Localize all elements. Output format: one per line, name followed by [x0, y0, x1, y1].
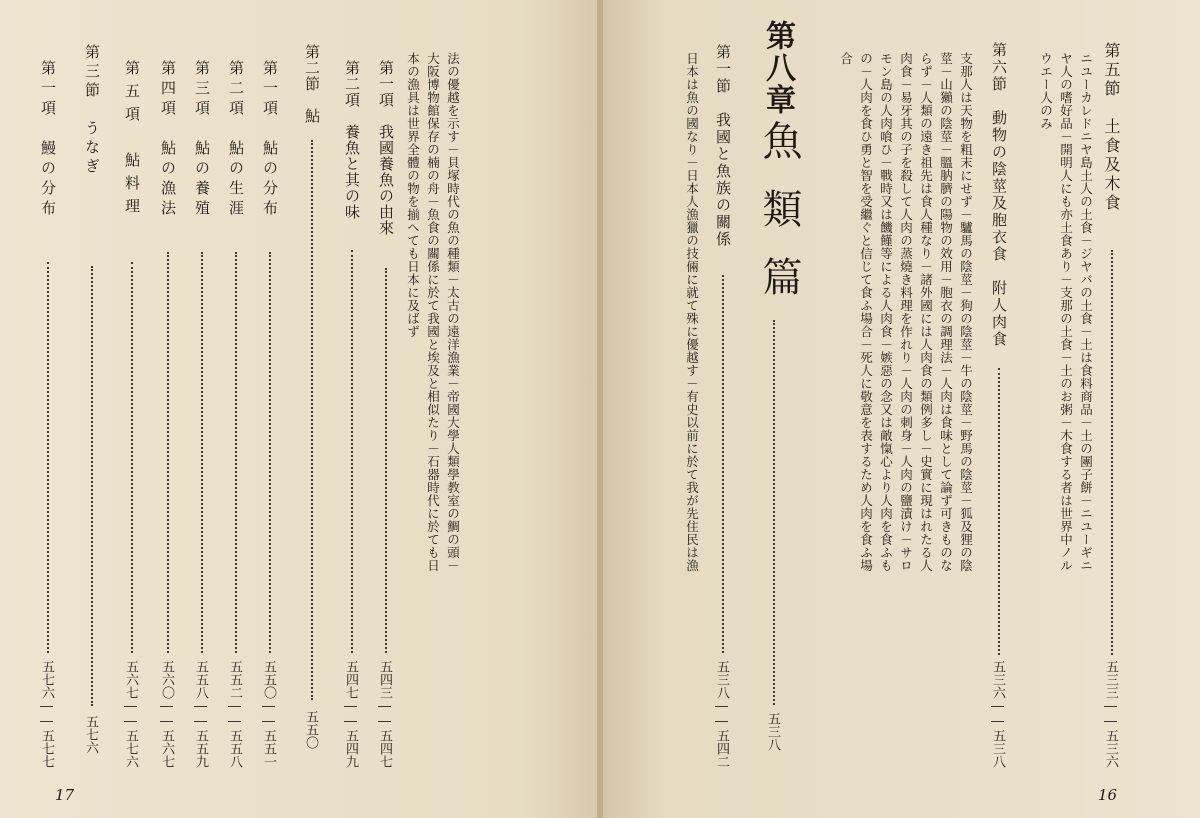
- toc-entry-label: 第五項 鮎料理: [123, 60, 141, 221]
- leader-dots: [998, 368, 1000, 655]
- leader-dots: [201, 252, 203, 653]
- description-line: らず－人類の遠き祖先は食人種なり－諸外國には人肉食の類例多し－史實に現はれたる人: [918, 52, 934, 572]
- description-line: 支那人は天物を粗末にせず－驢馬の陰莖－狗の陰莖－牛の陰莖－野馬の陰莖－狐及狸の陰: [958, 52, 974, 572]
- toc-entry-label: 第二項 養魚と其の味: [343, 60, 361, 220]
- toc-entry-pages: 五六〇――五六七: [159, 660, 174, 768]
- leader-dots: [91, 266, 93, 706]
- leader-dots: [47, 262, 49, 653]
- chapter-heading: 第八章: [760, 20, 795, 116]
- toc-entry-label: 第二項 鮎の生涯: [227, 60, 245, 220]
- toc-entry-pages: 五七六: [83, 715, 98, 754]
- section-heading: 第二節 鮎: [303, 44, 321, 124]
- description-line: ニユーカレドニヤ島土人の土食－ジヤバの土食－土は食料商品－土の團子餅－ニユーギニ: [1078, 52, 1094, 572]
- description-line: ヤ人の嗜好品－開明人にも亦土食あり－支那の土食－土のお粥－木食する者は世界中ノル: [1058, 52, 1074, 572]
- intro-line: 大阪博物館保存の楠の舟－魚食の關係に於て我國と埃及と相似たり－石器時代に於ても日: [425, 52, 441, 572]
- chapter-title: 魚類篇: [756, 120, 802, 324]
- description-line: 日本は魚の國なり－日本人漁獵の技倆に就て殊に優越す－有史以前に於て我が先住民は漁: [684, 52, 700, 572]
- section-heading: 第五節 土食及木食: [1102, 42, 1121, 213]
- toc-entry-pages: 五六七――五七六: [123, 660, 138, 768]
- leader-dots: [773, 320, 775, 705]
- leader-dots: [722, 275, 724, 653]
- toc-entry-pages: 五三八――五四二: [714, 660, 729, 768]
- toc-entry-label: 第一項 鮎の分布: [261, 60, 279, 220]
- page-number: 17: [55, 786, 75, 804]
- intro-line: 本の漁具は世界全體の物を揃へても日本に及ばず: [405, 52, 421, 338]
- leader-dots: [385, 268, 387, 653]
- left-page: [0, 0, 597, 818]
- page-number: 16: [1098, 786, 1118, 804]
- section-heading: 第一節 我國と魚族の關係: [714, 44, 732, 248]
- leader-dots: [351, 250, 353, 653]
- description-line: 莖－山獺の陰莖－膃肭臍の陽物の效用－胞衣の調理法－人肉は食味として論ず可きものな: [938, 52, 954, 572]
- description-line: モン島の人肉喰ひ－戰時又は饑饉等による人肉食－嫉惡の念又は敵愾心より人肉を食ふも: [878, 52, 894, 572]
- intro-line: 法の優越を示す－貝塚時代の魚の種類－太古の遠洋漁業－帝國大學人類學教室の鯛の頭－: [445, 52, 461, 572]
- toc-entry-pages: 五四三――五四七: [377, 660, 392, 768]
- section-heading: 第三節 うなぎ: [83, 44, 101, 177]
- toc-entry-pages: 五三三――五三六: [1103, 660, 1118, 768]
- toc-entry-pages: 五五八――五五九: [193, 660, 208, 768]
- toc-entry-pages: 五五〇――五五一: [261, 660, 276, 768]
- right-page: [603, 0, 1200, 818]
- toc-entry-pages: 五三六――五三八: [990, 660, 1005, 768]
- section-heading: 第六節 動物の陰莖及胞衣食 附人肉食: [990, 42, 1008, 348]
- description-line: 合: [838, 52, 854, 65]
- toc-entry-pages: 五五〇: [303, 710, 318, 749]
- toc-entry-label: 第一項 我國養魚の由來: [377, 60, 395, 236]
- chapter-pages: 五三八: [765, 712, 780, 751]
- description-line: の－人肉を食ひ勇と智を受繼ぐと信じて食ふ場合－死人に敬意を表するため人肉を食ふ場: [858, 52, 874, 572]
- toc-entry-pages: 五五二――五五八: [227, 660, 242, 768]
- toc-entry-pages: 五四七――五四九: [343, 660, 358, 768]
- description-line: ウエー人のみ: [1038, 52, 1054, 130]
- toc-entry-label: 第一項 鰻の分布: [39, 60, 57, 220]
- description-line: 肉食－易牙其の子を殺して人肉の蒸燒き料理を作れり－人肉の刺身－人肉の鹽漬け－サロ: [898, 52, 914, 572]
- toc-entry-label: 第三項 鮎の養殖: [193, 60, 211, 220]
- leader-dots: [131, 262, 133, 653]
- leader-dots: [167, 252, 169, 653]
- leader-dots: [1111, 250, 1113, 655]
- toc-entry-label: 第四項 鮎の漁法: [159, 60, 177, 220]
- leader-dots: [311, 140, 313, 700]
- toc-entry-pages: 五七六――五七七: [39, 660, 54, 768]
- leader-dots: [235, 252, 237, 653]
- leader-dots: [269, 252, 271, 653]
